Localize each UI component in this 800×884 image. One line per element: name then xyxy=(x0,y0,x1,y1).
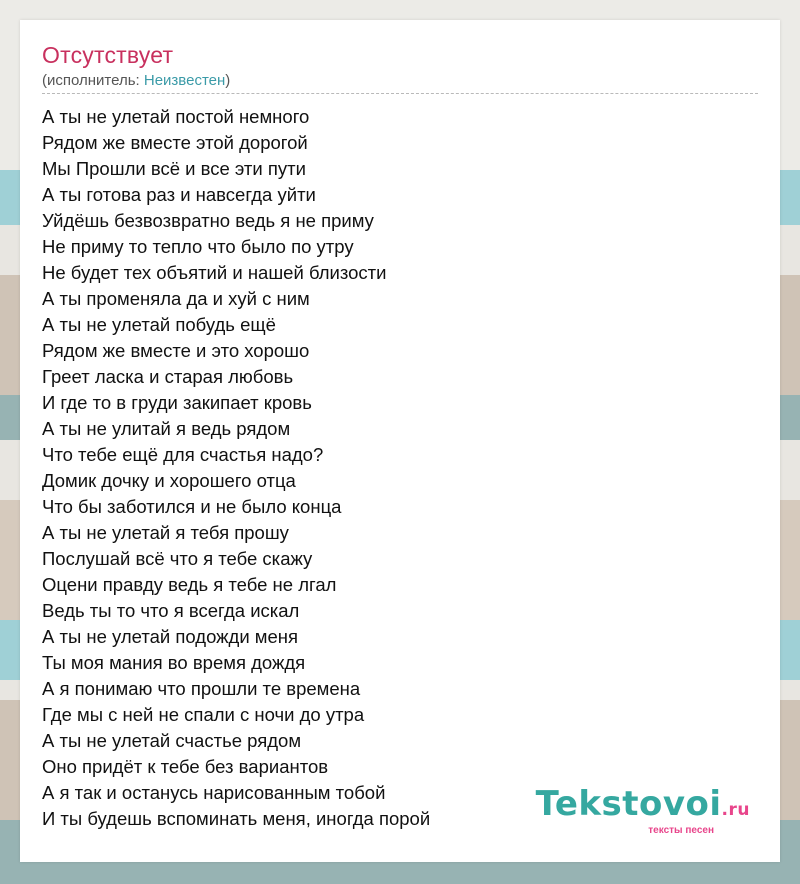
lyric-line: Рядом же вместе этой дорогой xyxy=(42,132,308,153)
artist-prefix: (исполнитель: xyxy=(42,72,144,89)
lyric-line: Греет ласка и старая любовь xyxy=(42,366,294,387)
lyric-line: Что тебе ещё для счастья надо? xyxy=(42,444,324,465)
lyric-line: А я понимаю что прошли те времена xyxy=(42,678,361,699)
lyric-line: Рядом же вместе и это хорошо xyxy=(42,340,310,361)
lyric-line: Где мы с ней не спали с ночи до утра xyxy=(42,704,365,725)
lyric-line: Оцени правду ведь я тебе не лгал xyxy=(42,574,337,595)
logo-wordmark xyxy=(535,784,750,827)
lyric-line: Не приму то тепло что было по утру xyxy=(42,236,354,257)
logo-tagline: тексты песен xyxy=(648,825,714,836)
lyric-line: И ты будешь вспоминать меня, иногда порой xyxy=(42,808,431,829)
artist-suffix: ) xyxy=(225,72,231,89)
lyric-line: Что бы заботился и не было конца xyxy=(42,496,342,517)
artist-link[interactable]: Неизвестен xyxy=(143,72,226,89)
lyric-line: А ты не улетай подожди меня xyxy=(42,626,299,647)
lyric-line: А я так и останусь нарисованным тобой xyxy=(42,782,386,803)
lyrics-card xyxy=(20,20,780,862)
logo-tld: .ru xyxy=(721,800,750,820)
lyric-line: А ты не улетай я тебя прошу xyxy=(42,522,289,543)
lyric-line: Мы Прошли всё и все эти пути xyxy=(42,158,306,179)
lyric-line: Оно придёт к тебе без вариантов xyxy=(42,756,329,777)
lyric-line: Ведь ты то что я всегда искал xyxy=(42,600,300,621)
logo-name: Tekstovoi xyxy=(535,784,722,824)
lyric-line: Не будет тех объятий и нашей близости xyxy=(42,262,387,283)
site-logo[interactable] xyxy=(535,784,750,836)
lyrics-list xyxy=(42,104,430,832)
lyric-line: Уйдёшь безвозвратно ведь я не приму xyxy=(42,210,374,231)
lyric-line: А ты не улитай я ведь рядом xyxy=(42,418,291,439)
lyric-line: А ты не улетай побудь ещё xyxy=(42,314,276,335)
lyric-line: Домик дочку и хорошего отца xyxy=(42,470,296,491)
artist-line xyxy=(42,72,230,89)
lyric-line: А ты променяла да и хуй с ним xyxy=(42,288,310,309)
lyric-line: А ты не улетай постой немного xyxy=(42,106,310,127)
dashed-divider xyxy=(42,93,758,94)
lyric-line: А ты не улетай счастье рядом xyxy=(42,730,302,751)
lyric-line: Послушай всё что я тебе скажу xyxy=(42,548,313,569)
lyric-line: Ты моя мания во время дождя xyxy=(42,652,306,673)
lyric-line: А ты готова раз и навсегда уйти xyxy=(42,184,316,205)
lyric-line: И где то в груди закипает кровь xyxy=(42,392,312,413)
song-title: Отсутствует xyxy=(42,42,174,68)
